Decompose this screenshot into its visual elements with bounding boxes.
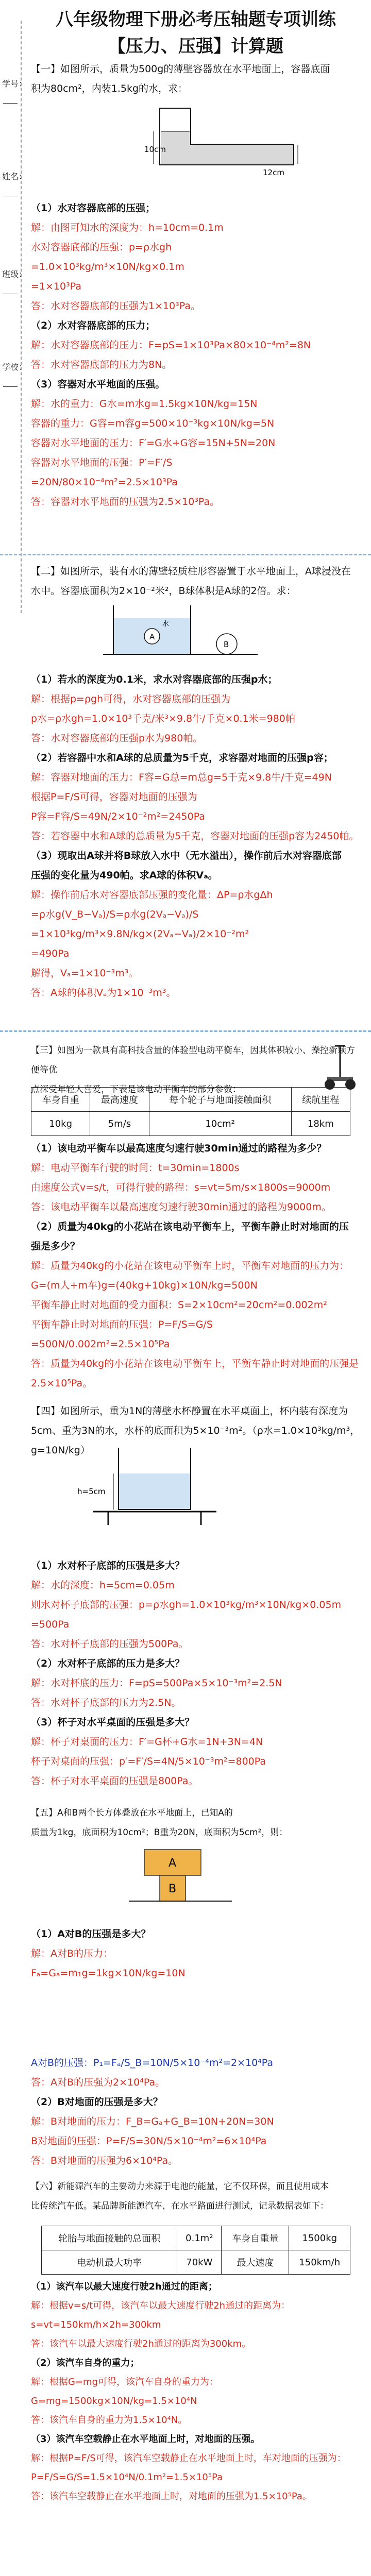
q2-part2-solution: 解：容器对地面的压力：F容=G总=m总g=5千克×9.8牛/千克=49N (31, 772, 332, 783)
q5-part1-question: （1）A对B的压强是多大？ (31, 1928, 151, 1940)
q2-part3-question: （3）现取出A球并将B球放入水中（无水溢出），操作前后水对容器底部 (31, 850, 342, 861)
q6-stem-line: 比传统汽车低。某品牌新能源汽车，在水平路面进行测试，记录数据表如下： (31, 2201, 329, 2211)
q1-part3-answer: 答：容器对水平地面的压强为2.5×10³Pa。 (31, 496, 220, 507)
q5-block-a-label: A (168, 1857, 177, 1870)
q1-part1-solution: 解：由图可知水的深度为：h=10cm=0.1m (31, 222, 224, 233)
table-cell: 轮胎与地面接触的总面积 (42, 2226, 177, 2250)
table-row (31, 1112, 350, 1136)
q3-part1-answer: 答：该电动平衡车以最高速度匀速行驶30min通过的路程为9000m。 (31, 1201, 331, 1213)
q1-part3-solution: 容器对水平地面的压力：F′=G水+G容=15N+5N=20N (31, 437, 276, 449)
q2-part3-solution: =ρ水g(V_B−Vₐ)/S=ρ水g(2Vₐ−Vₐ)/S (31, 909, 199, 920)
q4-part1-solution: 则水对杯子底部的压强：p=ρ水gh=1.0×10³kg/m³×10N/kg×0.05m (31, 1599, 342, 1611)
q2-stem-line: 【二】如图所示，装有水的薄壁轻质柱形容器置于水平地面上，A球浸没在 (31, 566, 351, 577)
q2-container-figure (103, 603, 258, 659)
q2-part3-solution: =1×10³kg/m³×9.8N/kg×(2Vₐ−Vₐ)/2×10⁻²m² (31, 928, 249, 940)
student-number-blank[interactable] (3, 103, 18, 104)
q1-part1-solution: =1.0×10³kg/m³×10N/kg×0.1m (31, 261, 184, 273)
q1-part1-question: （1）水对容器底部的压强； (31, 202, 156, 214)
table-row (42, 2226, 350, 2250)
q5-blocks-figure (129, 1844, 232, 1911)
q5-block-b-label: B (168, 1883, 177, 1895)
q1-container-figure (144, 103, 299, 180)
q6-part3-solution: P=F/S=G/S=1.5×10⁴N/0.1m²=1.5×10⁵Pa (31, 2472, 223, 2483)
q3-part2-question: （2）质量为40kg的小花站在该电动平衡车上，平衡车静止时对地面的压 (31, 1221, 349, 1232)
q2-part3-answer: 答：A球的体积Vₐ为1×10⁻³m³。 (31, 987, 176, 998)
q3-part2-solution: 平衡车静止时对地面的受力面积：S=2×10cm²=20cm²=0.002m² (31, 1299, 327, 1311)
q1-stem-line: 积为80cm²，内装1.5kg的水，求： (31, 83, 188, 94)
q2-part1-question: （1）若水的深度为0.1米，求水对容器底部的压强p水； (31, 674, 278, 685)
table-cell: 10kg (31, 1112, 90, 1136)
q4-part1-solution: =500Pa (31, 1619, 70, 1630)
q3-parameter-table (31, 1087, 350, 1136)
q5-solutions-b (31, 2053, 361, 2171)
q2-part1-answer: 答：水对容器底部的压强p水为980帕。 (31, 733, 203, 744)
q4-part1-question: （1）水对杯子底部的压强是多大？ (31, 1560, 185, 1571)
q5-stem-line: 质量为1kg，底面积为10cm²；B重为20N，底面积为5cm²，则： (31, 1827, 288, 1838)
q3-part2-solution: G=(m人+m车)g=(40kg+10kg)×10N/kg=500N (31, 1280, 258, 1291)
q1-part3-solution: 解：水的重力：G水=m水g=1.5kg×10N/kg=15N (31, 398, 258, 410)
q1-part3-solution: 容器对水平地面的压强：P′=F′/S (31, 457, 173, 468)
q2-part3-solution: 解得，Vₐ=1×10⁻³m³。 (31, 968, 139, 979)
q4-part2-answer: 答：水对杯子底部的压力为2.5N。 (31, 1697, 181, 1708)
q3-part1-solution: 由速度公式v=s/t，可得行驶的路程：s=vt=5m/s×1800s=9000m (31, 1182, 331, 1193)
q1-part3-solution: =20N/80×10⁻⁴m²=2.5×10³Pa (31, 477, 178, 488)
q6-data-table (41, 2226, 350, 2275)
q3-part2-question: 强是多少？ (31, 1241, 80, 1252)
q2-part3-question: 压强的变化量为490帕。求A球的体积Vₐ。 (31, 870, 218, 881)
q3-part1-solution: 解：电动平衡车行驶的时间：t=30min=1800s (31, 1162, 240, 1174)
q2-stem (31, 562, 361, 601)
q3-stem-line: 点深受年轻人喜爱，下表是该电动平衡车的部分参数： (31, 1084, 241, 1095)
q6-solutions (31, 2277, 361, 2506)
q4-stem-line: 5cm、重为3N的水，水杯的底面积为5×10⁻³m²。（ρ水=1.0×10³kg/m³，g=10N/kg） (31, 1425, 360, 1456)
q6-part1-solution: 解：根据v=s/t可得，该汽车以最大速度行驶2h通过的距离为： (31, 2300, 291, 2311)
q4-part3-answer: 答：杯子对水平桌面的压强是800Pa。 (31, 1775, 198, 1787)
table-cell: 1500kg (289, 2226, 350, 2250)
table-cell: 车身自重量 (222, 2226, 289, 2250)
q2-ball-b-label: B (224, 640, 229, 649)
school-label: 学校： (2, 362, 27, 372)
q6-part2-question: （2）该汽车自身的重力； (31, 2358, 140, 2368)
q5-part1-solution: Fₐ=Gₐ=m₁g=1kg×10N/kg=10N (31, 1968, 185, 1979)
table-header: 续航里程 (291, 1088, 350, 1112)
q6-stem (31, 2177, 361, 2216)
q6-part3-question: （3）该汽车空载静止在水平地面上时，对地面的压强。 (31, 2434, 260, 2445)
fold-line (21, 21, 22, 613)
q3-part2-solution: =500N/0.002m²=2.5×10⁵Pa (31, 1338, 170, 1350)
table-row (42, 2250, 350, 2275)
q6-part1-answer: 答：该汽车以最大速度行驶2h通过的距离为300km。 (31, 2338, 251, 2349)
section-divider (0, 1030, 371, 1032)
q2-part2-solution: P容=F容/S=49N/2×10⁻²m²=2450Pa (31, 811, 205, 822)
table-row (31, 1088, 350, 1112)
table-cell: 10cm² (149, 1112, 291, 1136)
q3-part2-solution: 解：质量为40kg的小花站在该电动平衡车上时，平衡车对地面的压力为： (31, 1260, 349, 1272)
q1-height-label: 12cm (263, 168, 284, 177)
q5-stem-line: 【五】A和B两个长方体叠放在水平地面上，已知A的 (31, 1808, 233, 1818)
table-cell: 0.1m² (177, 2226, 222, 2250)
q6-part2-solution: G=mg=1500kg×10N/kg=1.5×10⁴N (31, 2396, 197, 2406)
q2-solutions (31, 670, 361, 1003)
table-cell: 最大速度 (222, 2250, 289, 2275)
table-cell: 150km/h (289, 2250, 350, 2275)
table-cell: 18km (291, 1112, 350, 1136)
q5-part2-answer: 答：B对地面的压强为6×10⁴Pa。 (31, 2155, 178, 2166)
q3-balance-scooter-figure (319, 1041, 361, 1092)
q1-part3-solution: 容器的重力：G容=m容g=500×10⁻³kg×10N/kg=5N (31, 418, 275, 429)
section-divider (0, 554, 371, 555)
q4-depth-label: h=5cm (77, 1487, 106, 1496)
q4-part3-solution: 解：杯子对桌面的压力：F′=G杯+G水=1N+3N=4N (31, 1736, 263, 1748)
q3-solutions (31, 1139, 361, 1393)
q5-part1-solution: A对B的压强：P₁=Fₐ/S_B=10N/5×10⁻⁴m²=2×10⁴Pa (31, 2057, 274, 2069)
q5-stem (31, 1803, 361, 1842)
page-subtitle: 【压力、压强】计算题 (108, 36, 283, 57)
table-cell: 电动机最大功率 (42, 2250, 177, 2275)
q1-part2-answer: 答：水对容器底部的压力为8N。 (31, 359, 172, 370)
q1-part1-solution: =1×10³Pa (31, 281, 81, 292)
q6-part1-question: （1）该汽车以最大速度行驶2h通过的距离； (31, 2281, 217, 2292)
q1-stem-line: 【一】如图所示，质量为500g的薄壁容器放在水平地面上，容器底面 (31, 63, 330, 75)
q5-part1-solution: 解：A对B的压力： (31, 1948, 113, 1959)
q4-part3-question: （3）杯子对水平桌面的压强是多大？ (31, 1717, 195, 1728)
q5-solutions-a (31, 1924, 361, 1983)
q6-part2-solution: 解：根据G=mg可得，该汽车自身的重力为： (31, 2377, 218, 2387)
q5-part2-solution: 解：B对地面的压力：F_B=Gₐ+G_B=10N+20N=30N (31, 2116, 274, 2127)
q1-part2-solution: 解：水对容器底部的压力：F=pS=1×10³Pa×80×10⁻⁴m²=8N (31, 340, 311, 351)
q1-part2-question: （2）水对容器底部的压力； (31, 320, 156, 331)
q4-part1-answer: 答：水对杯子底部的压强为500Pa。 (31, 1638, 189, 1650)
q2-stem-line: 水中。容器底面积为2×10⁻²米²，B球体积是A球的2倍。求： (31, 585, 296, 597)
binding-margin (0, 0, 31, 618)
q1-depth-label: 10cm (144, 145, 166, 154)
student-number-label: 学号： (2, 79, 27, 89)
table-header: 最高速度 (90, 1088, 149, 1112)
q5-part2-question: （2）B对地面的压强是多大？ (31, 2096, 163, 2108)
q1-part1-answer: 答：水对容器底部的压强为1×10³Pa。 (31, 300, 201, 312)
q3-part1-question: （1）该电动平衡车以最高速度匀速行驶30min通过的路程为多少？ (31, 1143, 327, 1154)
q2-part2-answer: 答：若容器中水和A球的总质量为5千克，容器对地面的压强p容为2450帕。 (31, 831, 359, 842)
q6-part3-solution: 解：根据P=F/S可得，该汽车空载静止在水平地面上时，车对地面的压强为： (31, 2453, 346, 2464)
q4-part3-solution: 杯子对桌面的压强：p′=F′/S=4N/5×10⁻³m²=800Pa (31, 1756, 266, 1767)
q4-part1-solution: 解：水的深度：h=5cm=0.05m (31, 1580, 175, 1591)
q2-part1-solution: p水=ρ水gh=1.0×10³千克/米³×9.8牛/千克×0.1米=980帕 (31, 713, 295, 724)
table-cell: 5m/s (90, 1112, 149, 1136)
q6-stem-line: 【六】新能源汽车的主要动力来源于电池的能量，它不仅环保，而且使用成本 (31, 2181, 329, 2192)
q1-part3-question: （3）容器对水平地面的压强。 (31, 379, 165, 390)
class-label: 班级： (2, 269, 27, 279)
name-label: 姓名： (2, 172, 27, 181)
q6-part2-answer: 答：该汽车自身的重力为1.5×10⁴N。 (31, 2415, 188, 2426)
table-header: 每个轮子与地面接触面积 (149, 1088, 291, 1112)
q1-solutions (31, 198, 361, 512)
table-cell: 70kW (177, 2250, 222, 2275)
q2-part3-solution: =490Pa (31, 948, 70, 959)
q3-part2-solution: 平衡车静止时对地面的压强：P=F/S=G/S (31, 1319, 213, 1330)
q6-part3-answer: 答：该汽车空载静止在水平地面上时，对地面的压强为1.5×10⁵Pa。 (31, 2491, 312, 2502)
q3-stem-line: 【三】如图为一款具有高科技含量的体验型电动平衡车，因其体积较小、操控新颖方便等优 (31, 1045, 355, 1075)
q6-part1-solution: s=vt=150km/h×2h=300km (31, 2319, 161, 2330)
page-title: 八年级物理下册必考压轴题专项训练 (56, 9, 336, 30)
q4-part2-question: （2）水对杯子底部的压力是多大？ (31, 1658, 185, 1669)
q4-stem-line: 【四】如图所示，重为1N的薄壁水杯静置在水平桌面上，杯内装有深度为 (31, 1405, 348, 1417)
q2-water-label: 水 (162, 620, 170, 628)
school-blank[interactable] (3, 386, 18, 387)
q1-stem (31, 59, 361, 98)
q2-part1-solution: 解：根据p=ρgh可得，水对容器底部的压强为 (31, 693, 231, 705)
q5-part1-answer: 答：A对B的压强为2×10⁴Pa。 (31, 2077, 165, 2088)
q4-solutions (31, 1556, 361, 1791)
table-header: 车身自重 (31, 1088, 90, 1112)
q3-part2-answer: 答：质量为40kg的小花站在该电动平衡车上，平衡车静止时对地面的压强是2.5×10⁵Pa。 (31, 1358, 359, 1389)
q2-part3-solution: 解：操作前后水对容器底部压强的变化量：ΔP=ρ水gΔh (31, 889, 273, 901)
q2-part2-question: （2）若容器中水和A球的总质量为5千克，求容器对地面的压强p容； (31, 752, 333, 764)
q1-part1-solution: 水对容器底部的压强：p=ρ水gh (31, 242, 172, 253)
q4-part2-solution: 解：水对杯底的压力：F=pS=500Pa×5×10⁻³m²=2.5N (31, 1677, 282, 1689)
q5-part2-solution: B对地面的压强：P=F/S=30N/5×10⁻⁴m²=6×10⁴Pa (31, 2136, 267, 2147)
q4-cup-figure (77, 1443, 232, 1525)
q2-part2-solution: 根据P=F/S可得，容器对地面的压强为 (31, 791, 197, 803)
q2-ball-a-label: A (149, 632, 155, 641)
